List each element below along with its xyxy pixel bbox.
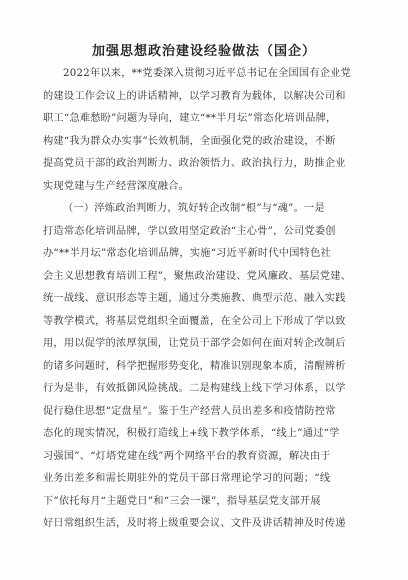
body-line: 2022年以来，**党委深入贯彻习近平总书记在全国国有企业党 [63, 68, 352, 79]
body-line: 会主义思想教育培训工程”，聚焦政治建设、党风廉政、基层党建、 [43, 270, 352, 282]
body-line: 下”依托每月“主题党日”和“三会一课”，指导基层党支部开展 [43, 495, 321, 507]
body-line: 好日常组织生活，及时将上级重要会议、文件及讲话精神及时传递 [43, 518, 346, 529]
body-line: 行为是非，有效抵御风险挑战。二是构建线上线下学习体系，以学 [43, 383, 346, 394]
body-line: 促行稳住思想“定盘星”。鉴于生产经营人员出差多和疫情防控常 [43, 405, 336, 417]
body-line: （一）淬炼政治判断力，筑好转企改制“根”与“魂”。一是 [63, 203, 325, 214]
document-body [43, 63, 379, 536]
body-line: 等教学模式，将基层党组织全面覆盖，在全公司上下形成了学以致 [43, 315, 346, 327]
body-line: 用，用以促学的浓厚氛围，让党员干部学会如何在面对转企改制后 [43, 338, 346, 349]
body-line: 的建设工作会议上的讲话精神，以学习教育为载体，以解决公司和 [43, 90, 346, 102]
body-line: 业务出差多和需长期驻外的党员干部日常理论学习的问题；“线 [43, 473, 331, 484]
body-line: 职工“急难愁盼”问题为导向，建立“**半月坛”常态化培训品牌， [43, 113, 337, 124]
document-title: 加强思想政治建设经验做法（国企） [91, 44, 316, 59]
body-line: 的诸多问题时，科学把握形势变化，精准识别现象本质，清醒辨析 [43, 360, 346, 372]
body-line: 态化的现实情况，积极打造线上+线下教学体系，“线上”通过“学 [43, 428, 340, 439]
body-line: 实现党建与生产经营深度融合。 [43, 180, 190, 192]
body-line: 构建“我为群众办实事”长效机制，全面强化党的政治建设，不断 [43, 135, 336, 147]
body-line: 统一战线、意识形态等主题，通过分类施教、典型示范、融入实践 [43, 293, 346, 304]
body-line: 提高党员干部的政治判断力、政治领悟力、政治执行力，助推企业 [43, 158, 346, 169]
body-line: 办“**半月坛”常态化培训品牌，实施“习近平新时代中国特色社 [43, 248, 331, 259]
body-line: 打造常态化培训品牌，学以致用坚定政治“主心骨”，公司党委创 [43, 225, 336, 237]
body-line: 习强国”、“灯塔党建在线”两个网络平台的教育资源，解决由于 [43, 450, 331, 462]
